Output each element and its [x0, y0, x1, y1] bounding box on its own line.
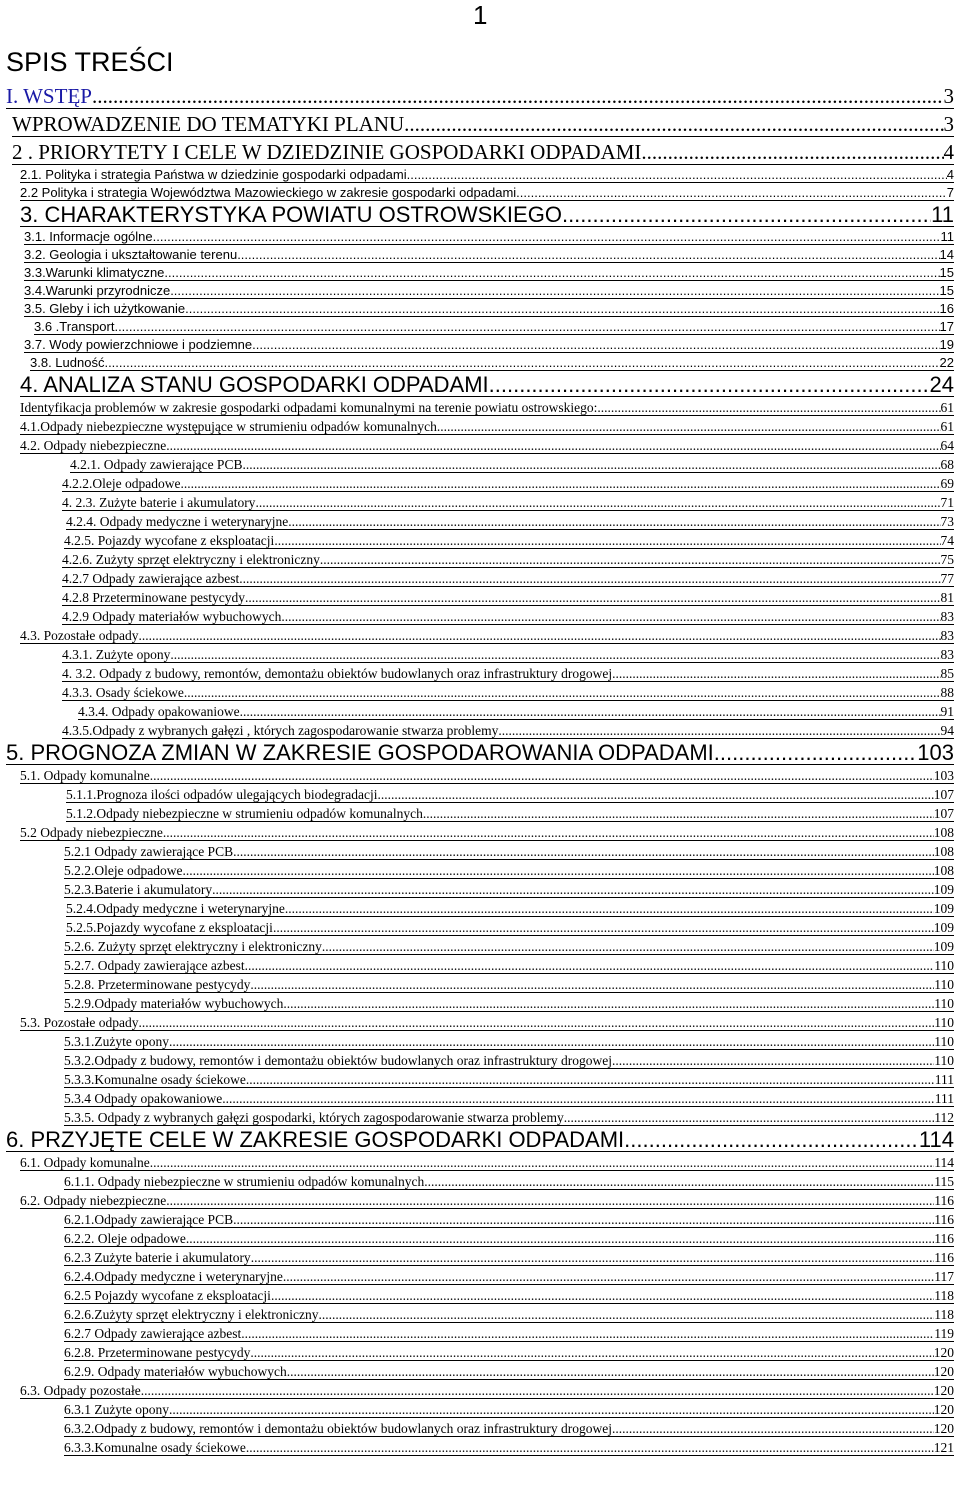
dot-leader: [222, 1089, 935, 1108]
dot-leader: [169, 1400, 934, 1419]
dot-leader: [252, 336, 939, 354]
dot-leader: [114, 318, 939, 336]
dot-leader: [150, 1153, 935, 1172]
toc-entry-page-number: 17: [939, 319, 954, 334]
toc-entry[interactable]: [0, 1210, 960, 1229]
toc-entry[interactable]: [0, 702, 960, 721]
toc-entry-label: 6.2.2. Oleje odpadowe: [64, 1231, 186, 1246]
dot-leader: [180, 474, 940, 493]
toc-entry-label: 5.2.2.Oleje odpadowe: [64, 863, 183, 878]
toc-entry-label: 2 . PRIORYTETY I CELE W DZIEDZINIE GOSPODARKI ODPADAMI: [12, 140, 642, 164]
toc-entry-label: 5.2 Odpady niebezpieczne: [20, 825, 163, 840]
toc-entry[interactable]: [0, 318, 960, 336]
toc-entry[interactable]: [0, 721, 960, 740]
toc-entry-page-number: 120: [933, 1383, 954, 1398]
toc-entry[interactable]: [0, 1108, 960, 1127]
toc-entry[interactable]: [0, 1089, 960, 1108]
toc-entry-label: 4.2.6. Zużyty sprzęt elektryczny i elektroniczny: [62, 552, 320, 567]
toc-entry-page-number: 120: [933, 1364, 954, 1379]
toc-entry-page-number: 68: [940, 457, 954, 472]
toc-entry[interactable]: [0, 1070, 960, 1089]
dot-leader: [166, 1191, 934, 1210]
dot-leader: [233, 1210, 934, 1229]
dot-leader: [185, 300, 939, 318]
toc-entry-page-number: 11: [931, 202, 954, 227]
dot-leader: [612, 1419, 934, 1438]
toc-entry-page-number: 110: [934, 1034, 954, 1049]
toc-entry[interactable]: [0, 664, 960, 683]
dot-leader: [237, 246, 939, 264]
toc-entry[interactable]: [0, 372, 960, 398]
dot-leader: [166, 436, 940, 455]
toc-entry[interactable]: [0, 110, 960, 138]
toc-entry-page-number: 112: [934, 1110, 954, 1125]
dot-leader: [141, 1381, 934, 1400]
toc-entry-label: 5.3.5. Odpady z wybranych gałęzi gospodarki, których zagospodarowanie stwarza problemy: [64, 1110, 564, 1125]
toc-entry-label: 2.1. Polityka i strategia Państwa w dziedzinie gospodarki odpadami: [20, 167, 407, 182]
dot-leader: [437, 417, 941, 436]
toc-entry-page-number: 110: [934, 1053, 954, 1068]
toc-entry-label: 5.2.1 Odpady zawierające PCB: [64, 844, 234, 859]
toc-entry-label: 3.3.Warunki klimatyczne: [24, 265, 165, 280]
toc-entry[interactable]: [0, 398, 960, 417]
toc-entry-label: 6.3.3.Komunalne osady ściekowe: [64, 1440, 246, 1455]
toc-entry-page-number: 11: [940, 229, 954, 244]
toc-entry-page-number: 22: [939, 355, 954, 370]
toc-entry-page-number: 111: [934, 1091, 954, 1106]
toc-entry-label: 5. PROGNOZA ZMIAN W ZAKRESIE GOSPODAROWANIA ODPADAMI: [6, 740, 714, 765]
toc-entry[interactable]: [0, 683, 960, 702]
toc-entry-label: 6.3. Odpady pozostałe: [20, 1383, 141, 1398]
toc-entry[interactable]: [0, 626, 960, 645]
toc-entry-page-number: 120: [933, 1421, 954, 1436]
toc-entry-label: 5.2.8. Przeterminowane pestycydy: [64, 977, 251, 992]
dot-leader: [641, 138, 943, 166]
toc-entry-page-number: 64: [940, 438, 954, 453]
toc-entry-page-number: 4: [946, 167, 954, 182]
toc-entry[interactable]: [0, 1172, 960, 1191]
toc-entry-label: 2.2 Polityka i strategia Województwa Mazowieckiego w zakresie gospodarki odpadami: [20, 185, 517, 200]
toc-entry-page-number: 114: [918, 1127, 954, 1152]
toc-entry-label: 6.2.8. Przeterminowane pestycydy: [64, 1345, 251, 1360]
toc-entry-label: 4. 3.2. Odpady z budowy, remontów, demontażu obiektów budowlanych oraz infrastruktury drogowej: [62, 666, 613, 681]
dot-leader: [251, 1248, 935, 1267]
toc-entry-page-number: 16: [939, 301, 954, 316]
toc-entry-page-number: 107: [933, 787, 954, 802]
dot-leader: [498, 721, 940, 740]
toc-entry-page-number: 74: [940, 533, 954, 548]
toc-entry-label: I. WSTĘP: [6, 84, 92, 108]
toc-entry-page-number: 103: [933, 768, 954, 783]
toc-title: SPIS TREŚCI: [6, 47, 174, 77]
page-number: 1: [473, 0, 488, 30]
dot-leader: [562, 202, 931, 228]
toc-entry[interactable]: [0, 184, 960, 202]
toc-entry[interactable]: [0, 512, 960, 531]
toc-entry[interactable]: [0, 1032, 960, 1051]
dot-leader: [283, 994, 934, 1013]
toc-entry-label: 4.2.5. Pojazdy wycofane z eksploatacji: [64, 533, 275, 548]
toc-entry[interactable]: [0, 202, 960, 228]
dot-leader: [170, 282, 939, 300]
toc-entry-page-number: 114: [934, 1155, 954, 1170]
toc-entry[interactable]: [0, 1419, 960, 1438]
toc-entry-page-number: 110: [934, 958, 954, 973]
toc-entry-label: 3.6 .Transport: [34, 319, 115, 334]
dot-leader: [250, 1343, 933, 1362]
toc-entry-label: 4.2.7 Odpady zawierające azbest: [62, 571, 240, 586]
toc-entry-page-number: 4: [943, 140, 954, 164]
toc-entry-label: 6.2.3 Zużyte baterie i akumulatory: [64, 1250, 251, 1265]
toc-entry-page-number: 115: [934, 1174, 954, 1189]
toc-entry-label: 4. 2.3. Zużyte baterie i akumulatory: [62, 495, 256, 510]
dot-leader: [250, 975, 934, 994]
toc-entry-page-number: 109: [933, 882, 954, 897]
toc-entry-label: 6.2.9. Odpady materiałów wybuchowych: [64, 1364, 287, 1379]
toc-entry-page-number: 91: [940, 704, 954, 719]
toc-entry-label: 4.2.4. Odpady medyczne i weterynaryjne: [66, 514, 289, 529]
toc-entry[interactable]: [0, 937, 960, 956]
toc-entry-page-number: 116: [934, 1193, 954, 1208]
toc-entry[interactable]: [0, 282, 960, 300]
toc-entry-page-number: 110: [934, 1015, 954, 1030]
toc-entry[interactable]: [0, 1305, 960, 1324]
toc-entry[interactable]: [0, 474, 960, 493]
toc-entry-label: 5.2.4.Odpady medyczne i weterynaryjne: [66, 901, 285, 916]
dot-leader: [407, 166, 947, 184]
toc-entry-page-number: 3: [943, 112, 954, 136]
toc-entry-label: 5.3.3.Komunalne osady ściekowe: [64, 1072, 246, 1087]
dot-leader: [516, 184, 947, 202]
toc-entry[interactable]: [0, 569, 960, 588]
dot-leader: [288, 512, 940, 531]
toc-entry[interactable]: [0, 336, 960, 354]
toc-entry-page-number: 94: [940, 723, 954, 738]
toc-entry-label: 6.2.6.Zużyty sprzęt elektryczny i elektroniczny: [64, 1307, 319, 1322]
toc-entry[interactable]: [0, 1127, 960, 1153]
toc-entry-label: 6.3.2.Odpady z budowy, remontów i demontażu obiektów budowlanych oraz infrastruktury drogowej: [64, 1421, 612, 1436]
toc-entry[interactable]: [0, 1362, 960, 1381]
toc-entry[interactable]: [0, 531, 960, 550]
toc-entry[interactable]: [0, 436, 960, 455]
toc-entry[interactable]: [0, 417, 960, 436]
toc-entry-page-number: 61: [940, 400, 954, 415]
dot-leader: [597, 398, 940, 417]
toc-entry[interactable]: [0, 785, 960, 804]
toc-entry[interactable]: [0, 493, 960, 512]
toc-entry[interactable]: [0, 1051, 960, 1070]
toc-entry-page-number: 117: [934, 1269, 954, 1284]
toc-entry-page-number: 111: [934, 1072, 954, 1087]
toc-entry[interactable]: [0, 766, 960, 785]
toc-entry-label: 4.2. Odpady niebezpieczne: [20, 438, 167, 453]
toc-entry-page-number: 108: [933, 863, 954, 878]
toc-entry-label: 5.2.3.Baterie i akumulatory: [64, 882, 213, 897]
toc-entry-label: 5.3.1.Zużyte opony: [64, 1034, 169, 1049]
toc-entry[interactable]: [0, 1267, 960, 1286]
toc-entry-label: 6.3.1 Zużyte opony: [64, 1402, 169, 1417]
dot-leader: [182, 861, 933, 880]
toc-entry[interactable]: [0, 880, 960, 899]
toc-entry[interactable]: [0, 455, 960, 474]
dot-leader: [320, 550, 941, 569]
toc-entry[interactable]: [0, 550, 960, 569]
dot-leader: [319, 1305, 935, 1324]
toc-entry-page-number: 109: [933, 920, 954, 935]
dot-leader: [169, 1032, 934, 1051]
toc-entry-label: 5.2.7. Odpady zawierające azbest: [64, 958, 245, 973]
dot-leader: [150, 766, 934, 785]
toc-entry[interactable]: [0, 1324, 960, 1343]
toc-entry-page-number: 71: [940, 495, 954, 510]
toc-entry-page-number: 3: [943, 84, 954, 108]
dot-leader: [163, 823, 934, 842]
toc-entry-page-number: 14: [939, 247, 954, 262]
toc-entry[interactable]: [0, 861, 960, 880]
dot-leader: [104, 354, 939, 372]
toc-entry-label: 3.2. Geologia i ukształtowanie terenu: [24, 247, 238, 262]
dot-leader: [233, 842, 934, 861]
toc-entry[interactable]: [0, 588, 960, 607]
toc-entry[interactable]: [0, 899, 960, 918]
toc-entry[interactable]: [0, 1191, 960, 1210]
dot-leader: [285, 899, 934, 918]
toc-entry-label: 3.1. Informacje ogólne: [24, 229, 153, 244]
toc-entry[interactable]: [0, 228, 960, 246]
toc-entry-page-number: 103: [917, 740, 954, 765]
toc-entry-label: 4.3.1. Zużyte opony: [62, 647, 171, 662]
dot-leader: [245, 588, 941, 607]
toc-entry-label: 3.4.Warunki przyrodnicze: [24, 283, 171, 298]
toc-entry-label: 3.8. Ludność: [30, 355, 105, 370]
toc-entry[interactable]: [0, 1438, 960, 1457]
toc-entry[interactable]: [0, 918, 960, 937]
dot-leader: [423, 804, 934, 823]
dot-leader: [255, 493, 940, 512]
toc-entry-page-number: 108: [933, 844, 954, 859]
toc-entry-page-number: 116: [934, 1231, 954, 1246]
toc-entry-page-number: 75: [940, 552, 954, 567]
toc-entry[interactable]: [0, 1400, 960, 1419]
toc-entry-label: 6.2.7 Odpady zawierające azbest: [64, 1326, 242, 1341]
dot-leader: [612, 1051, 934, 1070]
toc-entry-label: 5.2.9.Odpady materiałów wybuchowych: [64, 996, 284, 1011]
toc-entry-page-number: 81: [940, 590, 954, 605]
toc-entry[interactable]: [0, 842, 960, 861]
dot-leader: [322, 937, 934, 956]
toc-entry-label: 5.1. Odpady komunalne: [20, 768, 150, 783]
toc-entry[interactable]: [0, 138, 960, 166]
toc-entry-page-number: 109: [933, 901, 954, 916]
toc-entry[interactable]: [0, 1248, 960, 1267]
dot-leader: [239, 569, 940, 588]
dot-leader: [212, 880, 934, 899]
toc-entry-page-number: 77: [940, 571, 954, 586]
dot-leader: [186, 1229, 934, 1248]
toc-entry-label: 6.2. Odpady niebezpieczne: [20, 1193, 167, 1208]
toc-entry-label: 6.1.1. Odpady niebezpieczne w strumieniu odpadów komunalnych: [64, 1174, 425, 1189]
toc-entry-label: 6.2.5 Pojazdy wycofane z eksploatacji: [64, 1288, 271, 1303]
toc-entry-label: 3.7. Wody powierzchniowe i podziemne: [24, 337, 253, 352]
dot-leader: [170, 645, 940, 664]
toc-entry[interactable]: [0, 1229, 960, 1248]
toc-entry[interactable]: [0, 1343, 960, 1362]
toc-entry-page-number: 19: [939, 337, 954, 352]
dot-leader: [378, 785, 934, 804]
toc-entry-page-number: 15: [939, 283, 954, 298]
toc-entry[interactable]: [0, 1013, 960, 1032]
toc-entry[interactable]: [0, 300, 960, 318]
toc-entry-page-number: 73: [940, 514, 954, 529]
toc-entry-label: 5.3.2.Odpady z budowy, remontów i demontażu obiektów budowlanych oraz infrastruktury drogowej: [64, 1053, 612, 1068]
dot-leader: [274, 531, 940, 550]
toc-entry-page-number: 120: [933, 1345, 954, 1360]
toc-entry[interactable]: [0, 354, 960, 372]
dot-leader: [287, 1362, 934, 1381]
toc-entry-label: 4.2.1. Odpady zawierające PCB: [70, 457, 243, 472]
toc-entry-page-number: 116: [934, 1212, 954, 1227]
toc-entry-page-number: 120: [933, 1402, 954, 1417]
toc-entry-page-number: 24: [929, 372, 954, 397]
toc-entry-label: 4.2.8 Przeterminowane pestycydy: [62, 590, 245, 605]
dot-leader: [489, 372, 930, 398]
toc-entry-page-number: 85: [940, 666, 954, 681]
toc-entry-label: 5.1.2.Odpady niebezpieczne w strumieniu odpadów komunalnych: [66, 806, 423, 821]
toc-entry-label: 5.2.5.Pojazdy wycofane z eksploatacji: [66, 920, 273, 935]
toc-entry[interactable]: [0, 1286, 960, 1305]
dot-leader: [246, 1070, 935, 1089]
toc-entry[interactable]: [0, 82, 960, 110]
toc-entry[interactable]: [0, 975, 960, 994]
toc-entry-label: 3. CHARAKTERYSTYKA POWIATU OSTROWSKIEGO: [20, 202, 562, 227]
dot-leader: [612, 664, 940, 683]
toc-entry[interactable]: [0, 956, 960, 975]
toc-entry-page-number: 110: [934, 977, 954, 992]
toc-entry-label: 4.1.Odpady niebezpieczne występujące w strumieniu odpadów komunalnych: [20, 419, 437, 434]
toc-entry[interactable]: [0, 1153, 960, 1172]
toc-entry-label: 4. ANALIZA STANU GOSPODARKI ODPADAMI: [20, 372, 489, 397]
toc-entry-page-number: 7: [946, 185, 954, 200]
toc-entry-label: Identyfikacja problemów w zakresie gospodarki odpadami komunalnymi na terenie powiatu ostrowskiego:: [20, 400, 598, 415]
toc-entry-page-number: 109: [933, 939, 954, 954]
toc-entry[interactable]: [0, 804, 960, 823]
dot-leader: [184, 683, 941, 702]
dot-leader: [271, 1286, 934, 1305]
toc-entry-page-number: 83: [940, 647, 954, 662]
toc-entry-label: 5.3. Pozostałe odpady: [20, 1015, 139, 1030]
dot-leader: [241, 1324, 934, 1343]
toc-entry-label: 4.3.4. Odpady opakowaniowe: [78, 704, 240, 719]
dot-leader: [246, 1438, 934, 1457]
toc-entry-page-number: 108: [933, 825, 954, 840]
toc-entry-label: 4.3.3. Osady ściekowe: [62, 685, 184, 700]
toc-entry[interactable]: [0, 246, 960, 264]
toc-entry-label: WPROWADZENIE DO TEMATYKI PLANU: [12, 112, 405, 136]
toc-entry-label: 3.5. Gleby i ich użytkowanie: [24, 301, 186, 316]
toc-entry-label: 5.1.1.Prognoza ilości odpadów ulegających biodegradacji: [66, 787, 378, 802]
dot-leader: [564, 1108, 935, 1127]
dot-leader: [283, 1267, 934, 1286]
toc-entry-page-number: 88: [940, 685, 954, 700]
dot-leader: [138, 626, 940, 645]
dot-leader: [164, 264, 939, 282]
dot-leader: [92, 82, 944, 110]
toc-entry-page-number: 107: [933, 806, 954, 821]
toc-entry-label: 6.2.4.Odpady medyczne i weterynaryjne: [64, 1269, 283, 1284]
dot-leader: [714, 740, 918, 766]
toc-entry[interactable]: [0, 607, 960, 626]
dot-leader: [273, 918, 934, 937]
toc-entry[interactable]: [0, 264, 960, 282]
dot-leader: [240, 702, 941, 721]
toc-entry-page-number: 83: [940, 609, 954, 624]
toc-entry[interactable]: [0, 1381, 960, 1400]
toc-entry-label: 6. PRZYJĘTE CELE W ZAKRESIE GOSPODARKI ODPADAMI: [6, 1127, 625, 1152]
toc-entry-label: 4.3.5.Odpady z wybranych gałęzi , których zagospodarowanie stwarza problemy: [62, 723, 499, 738]
toc-entry-label: 4.3. Pozostałe odpady: [20, 628, 139, 643]
dot-leader: [424, 1172, 934, 1191]
toc-entry[interactable]: [0, 740, 960, 766]
dot-leader: [624, 1127, 919, 1153]
dot-leader: [138, 1013, 934, 1032]
toc-entry-page-number: 61: [940, 419, 954, 434]
toc-entry-label: 6.1. Odpady komunalne: [20, 1155, 150, 1170]
dot-leader: [281, 607, 940, 626]
table-of-contents: [0, 82, 960, 1457]
toc-entry-page-number: 121: [933, 1440, 954, 1455]
toc-entry-label: 5.2.6. Zużyty sprzęt elektryczny i elektroniczny: [64, 939, 322, 954]
toc-entry-label: 6.2.1.Odpady zawierające PCB: [64, 1212, 234, 1227]
toc-entry-label: 4.2.9 Odpady materiałów wybuchowych: [62, 609, 282, 624]
toc-entry-page-number: 118: [934, 1288, 954, 1303]
toc-entry[interactable]: [0, 994, 960, 1013]
dot-leader: [153, 228, 941, 246]
toc-entry-page-number: 119: [934, 1326, 954, 1341]
toc-entry[interactable]: [0, 823, 960, 842]
toc-entry-page-number: 69: [940, 476, 954, 491]
toc-entry-page-number: 83: [940, 628, 954, 643]
dot-leader: [245, 956, 935, 975]
toc-entry-label: 4.2.2.Oleje odpadowe: [62, 476, 181, 491]
toc-entry-label: 5.3.4 Odpady opakowaniowe: [64, 1091, 223, 1106]
dot-leader: [242, 455, 940, 474]
toc-entry-page-number: 110: [934, 996, 954, 1011]
toc-entry[interactable]: [0, 645, 960, 664]
toc-entry-page-number: 116: [934, 1250, 954, 1265]
toc-entry-page-number: 15: [939, 265, 954, 280]
dot-leader: [404, 110, 943, 138]
toc-entry[interactable]: [0, 166, 960, 184]
toc-entry-page-number: 118: [934, 1307, 954, 1322]
